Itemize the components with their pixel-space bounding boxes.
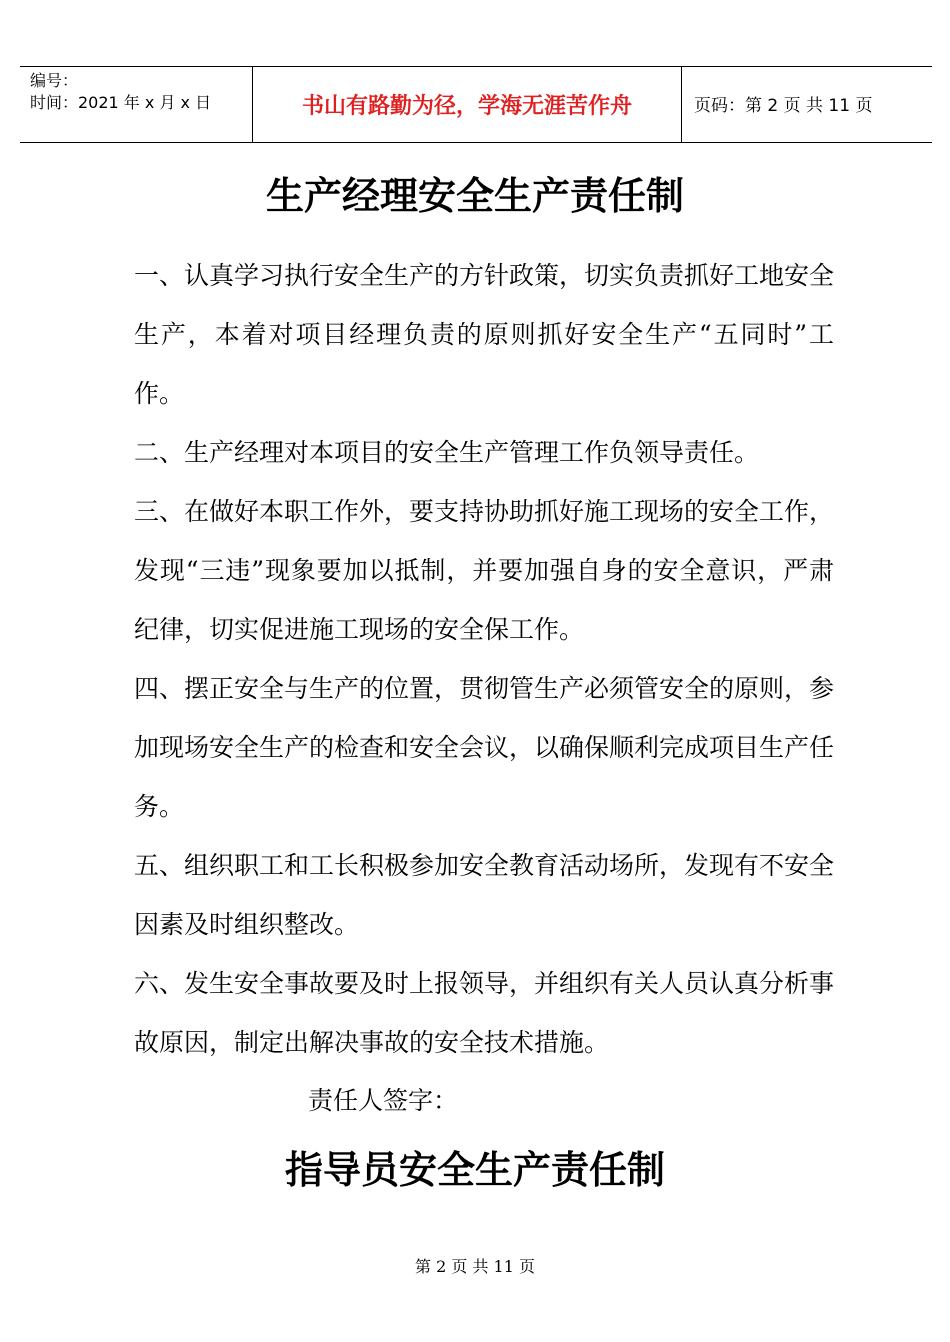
paragraph-1: 一、认真学习执行安全生产的方针政策，切实负责抓好工地安全生产，本着对项目经理负责的原则抓好安全生产“五同时”工作。	[134, 261, 835, 408]
header-meta-cell	[20, 67, 252, 142]
signature-label: 责任人签字：	[308, 1086, 459, 1115]
footer-page-number: 第 2 页 共 11 页	[415, 1257, 535, 1276]
next-section-title: 指导员安全生产责任制	[284, 1148, 665, 1192]
paragraph-2: 二、生产经理对本项目的安全生产管理工作负领导责任。	[134, 438, 760, 467]
serial-label: 编号：	[30, 71, 79, 90]
header-page-cell	[682, 67, 932, 142]
paragraph-3: 三、在做好本职工作外，要支持协助抓好施工现场的安全工作，发现“三违”现象要加以抵制，并要加强自身的安全意识，严肃纪律，切实促进施工现场的安全保工作。	[134, 497, 835, 644]
paragraph-4: 四、摆正安全与生产的位置，贯彻管生产必须管安全的原则，参加现场安全生产的检查和安全会议，以确保顺利完成项目生产任务。	[134, 674, 835, 821]
motto-text: 书山有路勤为径，学海无涯苦作舟	[301, 94, 632, 119]
header-table	[20, 66, 932, 143]
document-title: 生产经理安全生产责任制	[265, 174, 684, 218]
header-motto-cell	[252, 67, 682, 142]
document-body	[134, 246, 834, 1072]
paragraph-5: 五、组织职工和工长积极参加安全教育活动场所，发现有不安全因素及时组织整改。	[134, 851, 835, 939]
time-label: 时间：2021 年 x 月 x 日	[30, 93, 212, 112]
header-page-info: 页码：第 2 页 共 11 页	[694, 96, 873, 116]
paragraph-6: 六、发生安全事故要及时上报领导，并组织有关人员认真分析事故原因，制定出解决事故的安全技术措施。	[134, 969, 835, 1057]
